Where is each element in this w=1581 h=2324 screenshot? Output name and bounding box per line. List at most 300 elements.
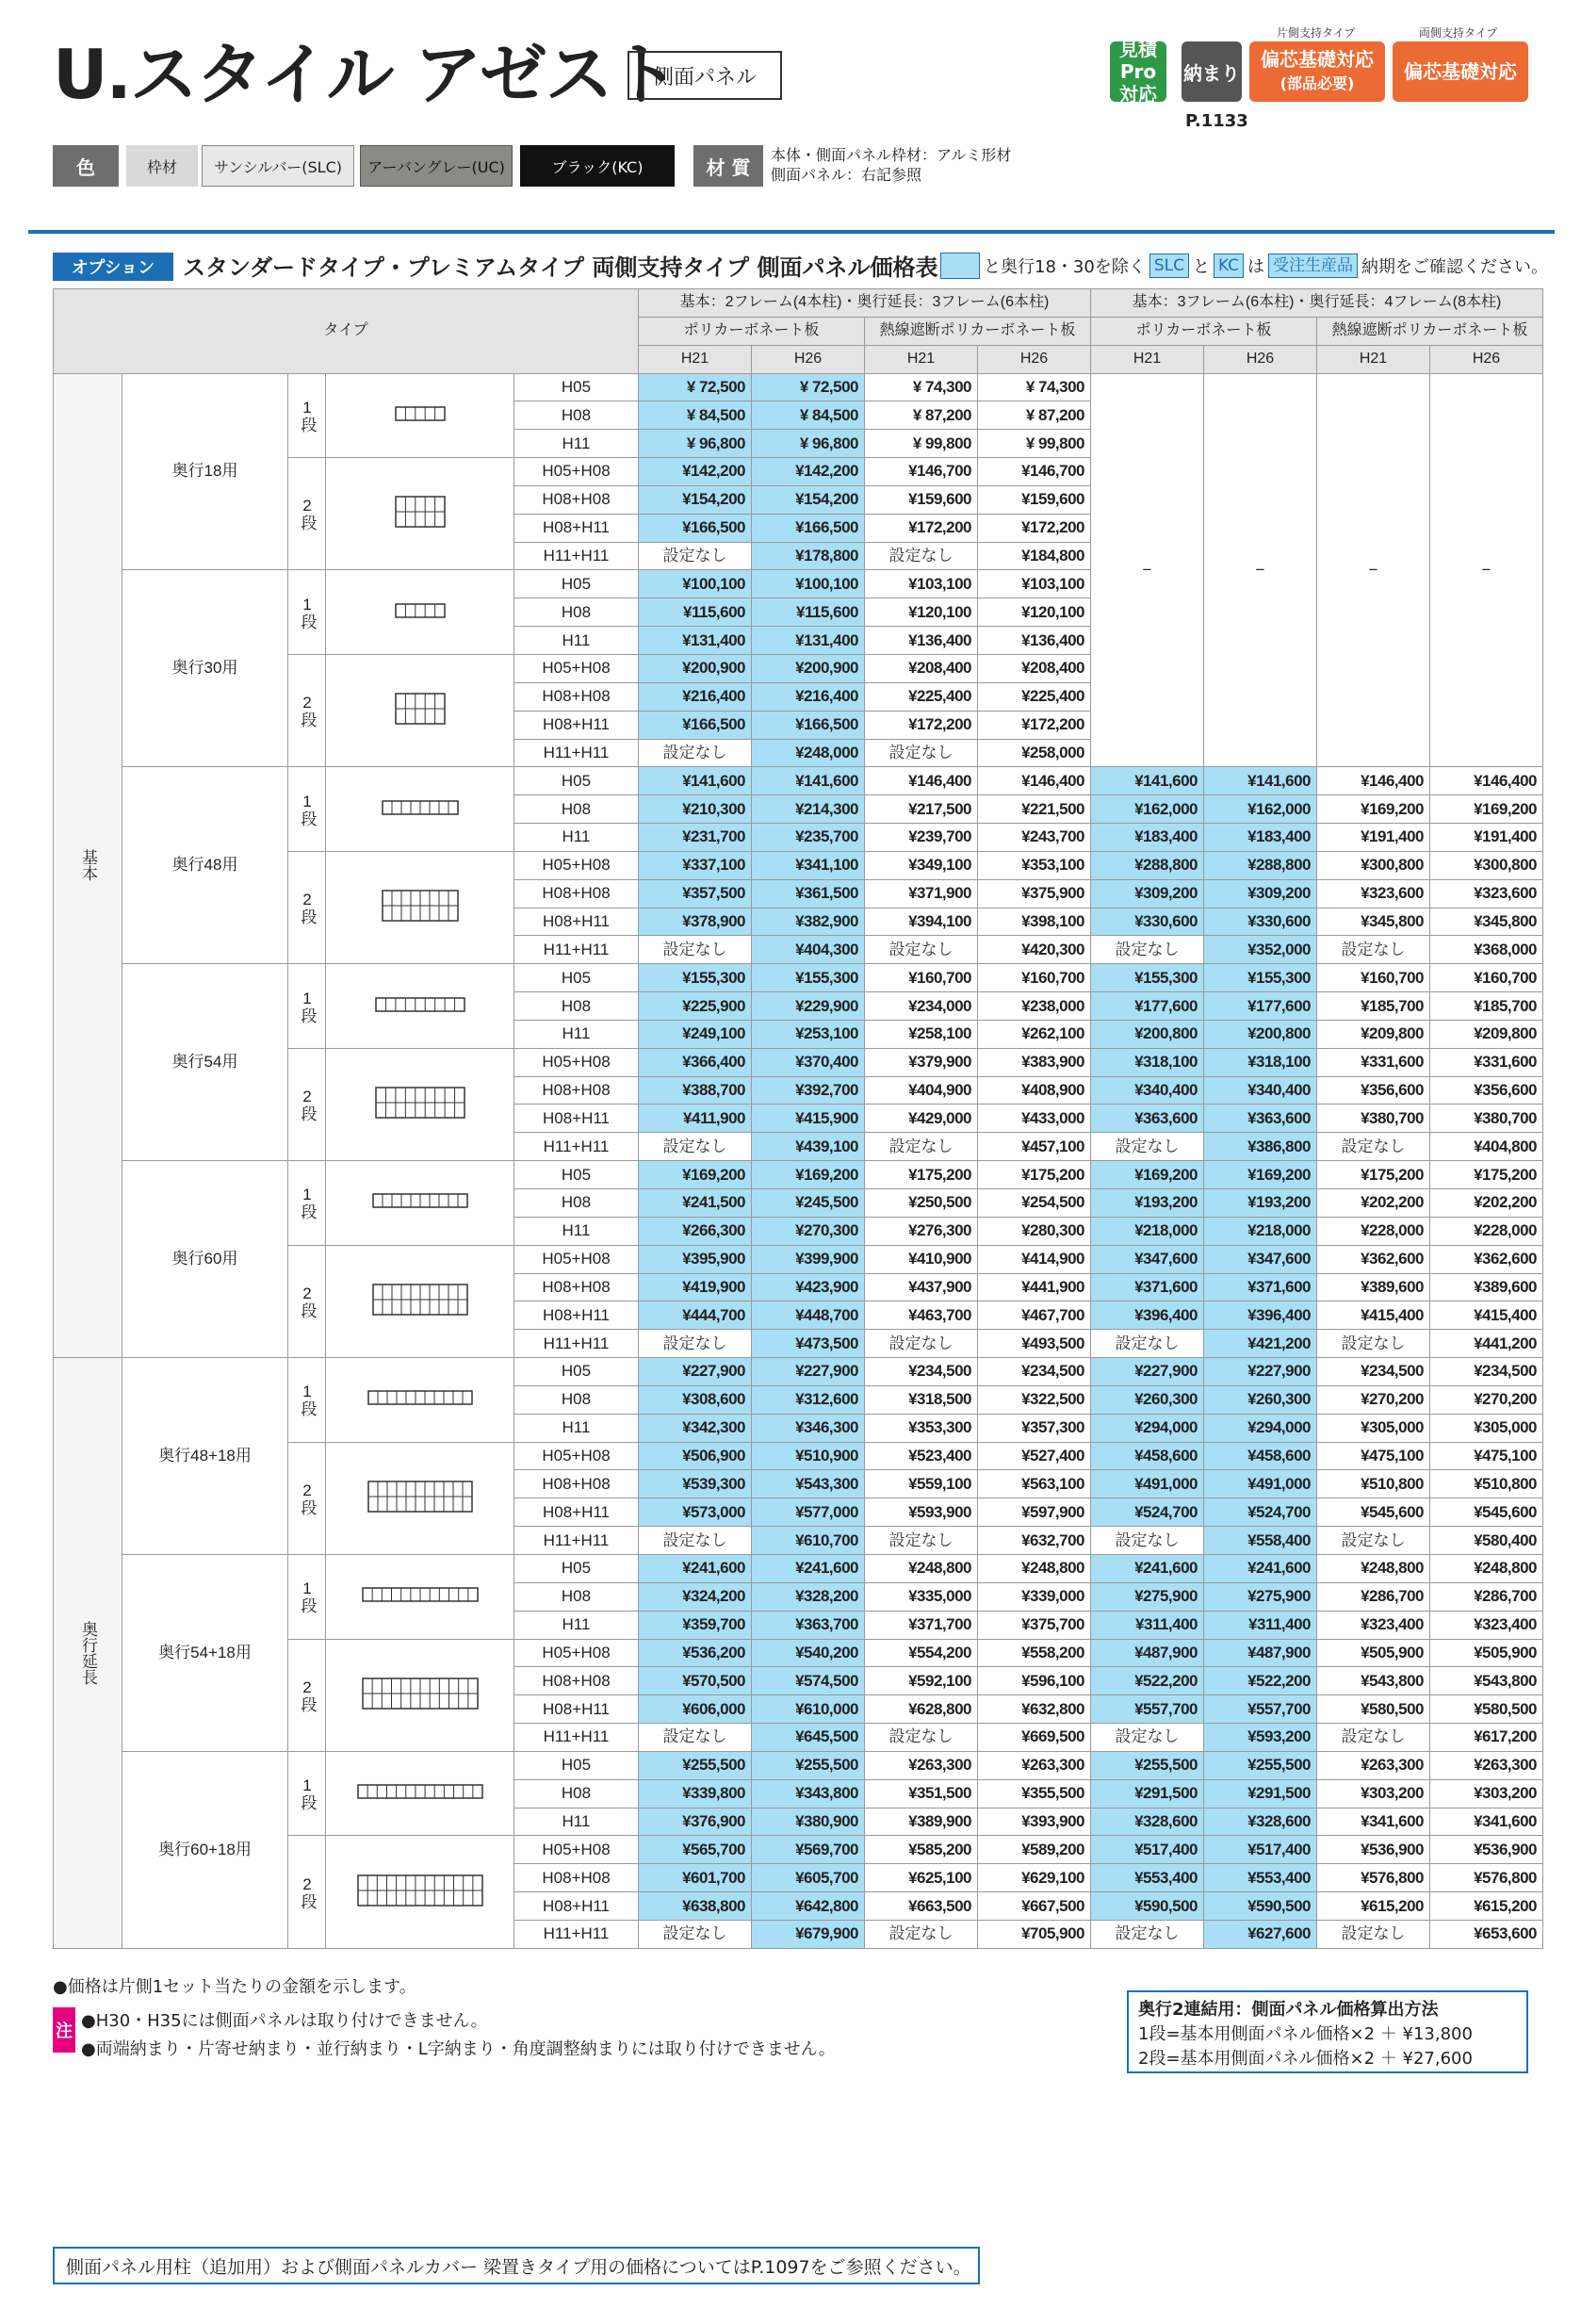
price-cell: ¥142,200 (639, 458, 752, 486)
price-cell: ¥554,200 (865, 1639, 978, 1667)
price-cell: ¥241,600 (752, 1554, 865, 1582)
price-cell: ¥606,000 (639, 1695, 752, 1724)
price-cell: ¥493,500 (978, 1330, 1091, 1358)
no-setting-cell: 設定なし (1091, 1724, 1204, 1752)
price-cell: ¥323,400 (1317, 1611, 1430, 1639)
height-code: H11 (514, 1611, 639, 1639)
price-cell: ¥380,700 (1430, 1105, 1543, 1133)
dan2-label: 2段 (288, 1245, 326, 1357)
price-cell: ¥627,600 (1204, 1920, 1317, 1948)
price-cell: ¥363,600 (1091, 1105, 1204, 1133)
price-cell: ¥536,900 (1430, 1836, 1543, 1864)
group-name: 奥行48+18用 (122, 1358, 288, 1555)
height-code: H05+H08 (514, 851, 639, 879)
panel-diagram-svg (395, 406, 446, 421)
price-cell: ¥563,100 (978, 1470, 1091, 1498)
price-cell: ¥185,700 (1430, 992, 1543, 1021)
legend-text1: と奥行18・30を除く (984, 257, 1146, 277)
table-row (54, 1751, 1543, 1779)
no-setting-cell: 設定なし (1091, 1133, 1204, 1161)
price-cell: ¥419,900 (639, 1273, 752, 1301)
height-code: H08+H11 (514, 711, 639, 739)
price-cell: ¥136,400 (978, 627, 1091, 655)
price-cell: ¥193,200 (1091, 1189, 1204, 1218)
price-cell: ¥200,900 (752, 654, 865, 682)
price-cell: ¥331,600 (1317, 1048, 1430, 1076)
no-setting-cell: 設定なし (639, 542, 752, 570)
h21-header: H21 (1091, 345, 1204, 373)
price-cell: ¥347,600 (1204, 1245, 1317, 1273)
price-cell: ¥115,600 (752, 598, 865, 627)
height-code: H08 (514, 1779, 639, 1808)
kata-caption: 片側支持タイプ (1277, 26, 1356, 40)
price-cell: ¥356,600 (1430, 1076, 1543, 1105)
notes (53, 1973, 836, 2064)
price-cell: ¥340,400 (1091, 1076, 1204, 1105)
price-cell: ¥429,000 (865, 1105, 978, 1133)
price-cell: ¥175,200 (978, 1161, 1091, 1189)
price-cell: ¥103,100 (865, 570, 978, 598)
price-cell: ¥580,500 (1317, 1695, 1430, 1724)
price-cell: ¥238,000 (978, 992, 1091, 1021)
price-cell: ¥141,600 (639, 767, 752, 795)
price-cell: ¥323,600 (1317, 879, 1430, 908)
price-cell: ¥183,400 (1204, 824, 1317, 852)
price-cell: ¥363,600 (1204, 1105, 1317, 1133)
price-cell: ¥178,800 (752, 542, 865, 570)
price-cell: ¥234,500 (978, 1358, 1091, 1386)
price-cell: ¥266,300 (639, 1217, 752, 1245)
price-cell: ¥ 72,500 (639, 373, 752, 401)
price-cell: ¥590,500 (1204, 1892, 1317, 1921)
price-cell: ¥340,400 (1204, 1076, 1317, 1105)
price-cell: ¥346,300 (752, 1414, 865, 1442)
price-cell: ¥141,600 (752, 767, 865, 795)
price-cell: ¥371,600 (1091, 1273, 1204, 1301)
price-cell: ¥303,200 (1430, 1779, 1543, 1808)
height-code: H08+H11 (514, 514, 639, 542)
page-ref: P.1133 (1185, 111, 1248, 131)
option-tag: オプション (53, 253, 173, 281)
price-cell: ¥288,800 (1204, 851, 1317, 879)
price-cell: ¥653,600 (1430, 1920, 1543, 1948)
price-cell: ¥559,100 (865, 1470, 978, 1498)
price-cell: ¥ 96,800 (639, 430, 752, 458)
price-cell: ¥487,900 (1204, 1639, 1317, 1667)
height-code: H08+H08 (514, 485, 639, 514)
price-cell: ¥208,400 (865, 654, 978, 682)
price-cell: ¥366,400 (639, 1048, 752, 1076)
height-code: H08 (514, 1385, 639, 1414)
mat2-header-a: 熱線遮断ポリカーボネート板 (865, 317, 1091, 345)
price-cell: ¥376,900 (639, 1808, 752, 1836)
price-cell: ¥ 87,200 (978, 401, 1091, 430)
price-cell: ¥383,900 (978, 1048, 1091, 1076)
panel-diagram-svg (382, 800, 459, 815)
price-cell: ¥574,500 (752, 1667, 865, 1695)
no-setting-cell: 設定なし (639, 1724, 752, 1752)
price-cell: ¥227,900 (752, 1358, 865, 1386)
h21-header: H21 (639, 345, 752, 373)
henshin1-line1: 偏芯基礎対応 (1261, 48, 1374, 71)
price-cell: ¥248,000 (752, 739, 865, 767)
price-cell: ¥558,400 (1204, 1527, 1317, 1555)
group-name: 奥行18用 (122, 373, 288, 570)
dash-cell: − (1317, 373, 1430, 767)
section-label: 奥行延長 (54, 1358, 122, 1949)
no-setting-cell: 設定なし (639, 1133, 752, 1161)
dan2-label: 2段 (288, 458, 326, 570)
price-cell: ¥557,700 (1091, 1695, 1204, 1724)
price-cell: ¥255,500 (1091, 1751, 1204, 1779)
color-slc: サンシルバー(SLC) (202, 145, 354, 187)
group-name: 奥行60用 (122, 1161, 288, 1358)
price-cell: ¥202,200 (1430, 1189, 1543, 1218)
price-cell: ¥382,900 (752, 908, 865, 936)
price-cell: ¥160,700 (1430, 964, 1543, 992)
price-cell: ¥663,500 (865, 1892, 978, 1921)
price-cell: ¥288,800 (1091, 851, 1204, 879)
price-cell: ¥356,600 (1317, 1076, 1430, 1105)
price-cell: ¥155,300 (752, 964, 865, 992)
price-cell: ¥248,800 (1317, 1554, 1430, 1582)
price-cell: ¥679,900 (752, 1920, 865, 1948)
price-cell: ¥404,800 (1430, 1133, 1543, 1161)
price-cell: ¥239,700 (865, 824, 978, 852)
price-cell: ¥593,900 (865, 1498, 978, 1527)
price-cell: ¥404,300 (752, 936, 865, 964)
height-code: H05 (514, 767, 639, 795)
legend-jyuchu: 受注生産品 (1268, 254, 1358, 278)
price-cell: ¥200,800 (1204, 1020, 1317, 1048)
price-cell: ¥335,000 (865, 1582, 978, 1611)
price-cell: ¥305,000 (1317, 1414, 1430, 1442)
height-code: H08 (514, 1582, 639, 1611)
price-cell: ¥463,700 (865, 1301, 978, 1330)
mitsumori-line2: 対応 (1119, 83, 1157, 106)
panel-diagram-svg (357, 1784, 483, 1799)
price-cell: ¥395,900 (639, 1245, 752, 1273)
height-code: H08+H08 (514, 1273, 639, 1301)
panel-diagram-icon (326, 1751, 514, 1836)
price-cell: ¥557,700 (1204, 1695, 1317, 1724)
price-cell: ¥328,600 (1091, 1808, 1204, 1836)
price-cell: ¥667,500 (978, 1892, 1091, 1921)
price-cell: ¥380,900 (752, 1808, 865, 1836)
mat2-header-b: 熱線遮断ポリカーボネート板 (1317, 317, 1543, 345)
henshin1-line2: (部品必要) (1279, 74, 1355, 92)
material-line1: 本体・側面パネル枠材：アルミ形材 (771, 146, 1012, 164)
price-cell: ¥505,900 (1430, 1639, 1543, 1667)
price-cell: ¥160,700 (978, 964, 1091, 992)
price-cell: ¥270,200 (1317, 1385, 1430, 1414)
price-cell: ¥309,200 (1204, 879, 1317, 908)
panel-diagram-icon (326, 570, 514, 655)
price-cell: ¥169,200 (1317, 795, 1430, 824)
price-cell: ¥522,200 (1091, 1667, 1204, 1695)
dan1-label: 1段 (288, 1751, 326, 1836)
no-setting-cell: 設定なし (865, 936, 978, 964)
price-cell: ¥241,600 (639, 1554, 752, 1582)
price-cell: ¥243,700 (978, 824, 1091, 852)
price-cell: ¥183,400 (1091, 824, 1204, 852)
price-cell: ¥473,500 (752, 1330, 865, 1358)
mat1-header-b: ポリカーボネート板 (1091, 317, 1317, 345)
price-cell: ¥415,400 (1430, 1301, 1543, 1330)
price-cell: ¥632,700 (978, 1527, 1091, 1555)
price-cell: ¥517,400 (1091, 1836, 1204, 1864)
panel-diagram-icon (326, 1836, 514, 1948)
price-cell: ¥228,000 (1317, 1217, 1430, 1245)
price-cell: ¥642,800 (752, 1892, 865, 1921)
height-code: H05 (514, 570, 639, 598)
henshin-badge-ryo: 偏芯基礎対応 (1393, 41, 1528, 102)
price-cell: ¥172,200 (865, 514, 978, 542)
price-cell: ¥353,100 (978, 851, 1091, 879)
price-cell: ¥131,400 (752, 627, 865, 655)
price-cell: ¥359,700 (639, 1611, 752, 1639)
table-row (54, 964, 1543, 992)
price-cell: ¥592,100 (865, 1667, 978, 1695)
dan1-label: 1段 (288, 373, 326, 458)
price-cell: ¥172,200 (978, 514, 1091, 542)
price-cell: ¥569,700 (752, 1836, 865, 1864)
price-cell: ¥136,400 (865, 627, 978, 655)
legend-text2: 納期をご確認ください。 (1361, 257, 1549, 277)
price-cell: ¥270,200 (1430, 1385, 1543, 1414)
price-cell: ¥580,500 (1430, 1695, 1543, 1724)
price-cell: ¥330,600 (1091, 908, 1204, 936)
price-cell: ¥523,400 (865, 1442, 978, 1470)
panel-diagram-icon (326, 1048, 514, 1160)
no-setting-cell: 設定なし (639, 739, 752, 767)
dan2-label: 2段 (288, 654, 326, 766)
price-cell: ¥371,700 (865, 1611, 978, 1639)
price-cell: ¥234,500 (865, 1358, 978, 1386)
height-code: H05 (514, 1554, 639, 1582)
price-cell: ¥363,700 (752, 1611, 865, 1639)
price-cell: ¥162,000 (1091, 795, 1204, 824)
price-cell: ¥540,200 (752, 1639, 865, 1667)
price-cell: ¥172,200 (978, 711, 1091, 739)
height-code: H05+H08 (514, 1639, 639, 1667)
panel-diagram-svg (367, 1390, 473, 1405)
price-cell: ¥263,300 (1430, 1751, 1543, 1779)
dan1-label: 1段 (288, 767, 326, 852)
panel-diagram-svg (362, 1587, 479, 1602)
price-cell: ¥379,900 (865, 1048, 978, 1076)
price-cell: ¥200,900 (639, 654, 752, 682)
no-setting-cell: 設定なし (865, 542, 978, 570)
price-note: ●価格は片側1セット当たりの金額を示します。 (53, 1977, 416, 1997)
price-cell: ¥248,800 (1430, 1554, 1543, 1582)
price-cell: ¥408,900 (978, 1076, 1091, 1105)
price-cell: ¥414,900 (978, 1245, 1091, 1273)
price-cell: ¥510,800 (1430, 1470, 1543, 1498)
price-cell: ¥475,100 (1317, 1442, 1430, 1470)
height-code: H11+H11 (514, 1133, 639, 1161)
h26-header: H26 (1204, 345, 1317, 373)
price-cell: ¥593,200 (1204, 1724, 1317, 1752)
dash-cell: − (1091, 373, 1204, 767)
height-code: H08+H11 (514, 908, 639, 936)
price-cell: ¥263,300 (978, 1751, 1091, 1779)
price-cell: ¥258,000 (978, 739, 1091, 767)
price-cell: ¥300,800 (1430, 851, 1543, 879)
price-cell: ¥ 99,800 (865, 430, 978, 458)
type-header: タイプ (54, 289, 639, 374)
height-code: H11 (514, 1414, 639, 1442)
price-cell: ¥294,000 (1091, 1414, 1204, 1442)
price-cell: ¥318,100 (1091, 1048, 1204, 1076)
legend-swatch (940, 253, 980, 279)
price-cell: ¥394,100 (865, 908, 978, 936)
price-cell: ¥328,200 (752, 1582, 865, 1611)
no-setting-cell: 設定なし (865, 1724, 978, 1752)
no-setting-cell: 設定なし (1317, 1920, 1430, 1948)
price-cell: ¥439,100 (752, 1133, 865, 1161)
price-cell: ¥175,200 (1430, 1161, 1543, 1189)
height-code: H08+H11 (514, 1695, 639, 1724)
price-cell: ¥ 74,300 (978, 373, 1091, 401)
price-cell: ¥536,200 (639, 1639, 752, 1667)
price-cell: ¥433,000 (978, 1105, 1091, 1133)
height-code: H08 (514, 401, 639, 430)
price-cell: ¥322,500 (978, 1385, 1091, 1414)
price-cell: ¥345,800 (1430, 908, 1543, 936)
legend-wa: は (1247, 257, 1265, 277)
price-cell: ¥415,400 (1317, 1301, 1430, 1330)
price-cell: ¥162,000 (1204, 795, 1317, 824)
henshin-badge-kata (1249, 41, 1385, 102)
price-cell: ¥553,400 (1091, 1864, 1204, 1892)
price-cell: ¥202,200 (1317, 1189, 1430, 1218)
legend-and: と (1192, 257, 1210, 277)
price-cell: ¥545,600 (1317, 1498, 1430, 1527)
h26-header: H26 (978, 345, 1091, 373)
price-cell: ¥305,000 (1430, 1414, 1543, 1442)
price-cell: ¥570,500 (639, 1667, 752, 1695)
price-cell: ¥228,000 (1430, 1217, 1543, 1245)
price-cell: ¥185,700 (1317, 992, 1430, 1021)
price-cell: ¥258,100 (865, 1020, 978, 1048)
price-cell: ¥280,300 (978, 1217, 1091, 1245)
height-code: H05 (514, 1358, 639, 1386)
price-cell: ¥225,900 (639, 992, 752, 1021)
price-cell: ¥294,000 (1204, 1414, 1317, 1442)
price-cell: ¥263,300 (1317, 1751, 1430, 1779)
price-cell: ¥585,200 (865, 1836, 978, 1864)
no-setting-cell: 設定なし (1091, 1527, 1204, 1555)
panel-diagram-icon (326, 964, 514, 1049)
panel-diagram-svg (395, 693, 446, 725)
no-setting-cell: 設定なし (639, 1920, 752, 1948)
price-cell: ¥341,600 (1430, 1808, 1543, 1836)
panel-diagram-svg (395, 496, 446, 528)
height-code: H05+H08 (514, 1048, 639, 1076)
price-cell: ¥558,200 (978, 1639, 1091, 1667)
panel-diagram-svg (382, 890, 459, 922)
height-code: H11+H11 (514, 1527, 639, 1555)
price-cell: ¥209,800 (1430, 1020, 1543, 1048)
price-cell: ¥341,600 (1317, 1808, 1430, 1836)
price-cell: ¥573,000 (639, 1498, 752, 1527)
height-code: H08+H08 (514, 682, 639, 711)
dan2-label: 2段 (288, 1836, 326, 1948)
panel-diagram-icon (326, 1161, 514, 1246)
dan1-label: 1段 (288, 1161, 326, 1246)
price-cell: ¥249,100 (639, 1020, 752, 1048)
no-setting-cell: 設定なし (1091, 936, 1204, 964)
price-cell: ¥160,700 (1317, 964, 1430, 992)
price-cell: ¥175,200 (865, 1161, 978, 1189)
price-cell: ¥411,900 (639, 1105, 752, 1133)
price-cell: ¥467,700 (978, 1301, 1091, 1330)
price-cell: ¥396,400 (1091, 1301, 1204, 1330)
price-cell: ¥311,400 (1091, 1611, 1204, 1639)
legend-kc: KC (1214, 254, 1244, 278)
group-name: 奥行48用 (122, 767, 288, 964)
price-cell: ¥590,500 (1091, 1892, 1204, 1921)
price-cell: ¥208,400 (978, 654, 1091, 682)
no-setting-cell: 設定なし (639, 1330, 752, 1358)
height-code: H11 (514, 1020, 639, 1048)
height-code: H11+H11 (514, 1724, 639, 1752)
no-setting-cell: 設定なし (639, 936, 752, 964)
osamari-badge: 納まり (1182, 41, 1242, 102)
height-code: H11+H11 (514, 1330, 639, 1358)
price-cell: ¥177,600 (1091, 992, 1204, 1021)
price-cell: ¥389,600 (1317, 1273, 1430, 1301)
height-code: H05+H08 (514, 654, 639, 682)
price-cell: ¥543,300 (752, 1470, 865, 1498)
price-cell: ¥169,200 (1430, 795, 1543, 824)
price-cell: ¥506,900 (639, 1442, 752, 1470)
price-cell: ¥437,900 (865, 1273, 978, 1301)
price-cell: ¥396,400 (1204, 1301, 1317, 1330)
price-cell: ¥617,200 (1430, 1724, 1543, 1752)
no-setting-cell: 設定なし (865, 1527, 978, 1555)
dan2-label: 2段 (288, 1639, 326, 1751)
price-cell: ¥103,100 (978, 570, 1091, 598)
footer-note: 側面パネル用柱（追加用）および側面パネルカバー 梁置きタイプ用の価格についてはP.1097をご参照ください。 (53, 2247, 980, 2284)
price-cell: ¥362,600 (1317, 1245, 1430, 1273)
price-cell: ¥141,600 (1204, 767, 1317, 795)
price-cell: ¥539,300 (639, 1470, 752, 1498)
price-cell: ¥291,500 (1091, 1779, 1204, 1808)
price-cell: ¥577,000 (752, 1498, 865, 1527)
price-cell: ¥339,800 (639, 1779, 752, 1808)
price-cell: ¥441,900 (978, 1273, 1091, 1301)
price-cell: ¥351,500 (865, 1779, 978, 1808)
height-code: H08+H11 (514, 1892, 639, 1921)
price-cell: ¥323,400 (1430, 1611, 1543, 1639)
price-cell: ¥262,100 (978, 1020, 1091, 1048)
caution-tag: 注 (53, 2007, 75, 2053)
color-kc: ブラック(KC) (520, 145, 675, 187)
price-cell: ¥ 74,300 (865, 373, 978, 401)
height-code: H11+H11 (514, 936, 639, 964)
height-code: H11 (514, 1808, 639, 1836)
price-cell: ¥235,700 (752, 824, 865, 852)
height-code: H05+H08 (514, 458, 639, 486)
height-code: H05 (514, 373, 639, 401)
height-code: H05 (514, 1161, 639, 1189)
price-cell: ¥214,300 (752, 795, 865, 824)
height-code: H11+H11 (514, 542, 639, 570)
price-cell: ¥209,800 (1317, 1020, 1430, 1048)
height-code: H05 (514, 1751, 639, 1779)
